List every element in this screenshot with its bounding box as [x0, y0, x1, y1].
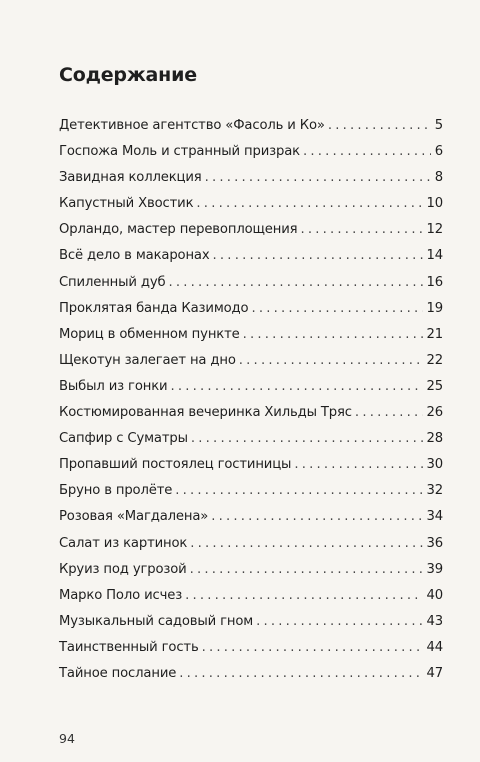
toc-entry — [59, 588, 443, 614]
toc-entry-page: 25 — [426, 378, 443, 394]
toc-entry — [59, 196, 443, 222]
toc-leader-dots — [328, 118, 431, 133]
toc-leader-dots — [205, 170, 431, 185]
toc-leader-dots — [190, 536, 422, 551]
toc-leader-dots — [175, 483, 422, 498]
toc-entry-title: Бруно в пролёте — [59, 483, 173, 499]
toc-entry-title: Капустный Хвостик — [59, 196, 194, 212]
toc-entry — [59, 666, 443, 692]
toc-leader-dots — [256, 614, 422, 629]
toc-entry-title: Круиз под угрозой — [59, 561, 187, 577]
toc-entry-title: Проклятая банда Казимодо — [59, 300, 249, 316]
toc-leader-dots — [303, 144, 431, 159]
toc-entry-title: Орландо, мастер перевоплощения — [59, 222, 298, 238]
toc-entry-title: Сапфир с Суматры — [59, 431, 188, 447]
toc-leader-dots — [185, 588, 422, 603]
toc-entry-title: Выбыл из гонки — [59, 378, 168, 394]
toc-entry-title: Всё дело в макаронах — [59, 248, 210, 264]
toc-leader-dots — [190, 562, 423, 577]
toc-entry-title: Мориц в обменном пункте — [59, 326, 240, 342]
toc-leader-dots — [196, 196, 422, 211]
toc-entry — [59, 483, 443, 509]
toc-entry-page: 28 — [426, 431, 443, 447]
toc-leader-dots — [243, 327, 423, 342]
toc-entry-title: Розовая «Магдалена» — [59, 509, 209, 525]
toc-entry-title: Госпожа Моль и странный призрак — [59, 144, 300, 160]
toc-leader-dots — [294, 457, 422, 472]
toc-leader-dots — [213, 248, 423, 263]
toc-entry-page: 6 — [434, 144, 443, 160]
toc-entry-title: Пропавший постоялец гостиницы — [59, 457, 292, 473]
toc-entry-title: Музыкальный садовый гном — [59, 613, 254, 629]
toc-entry-title: Завидная коллекция — [59, 170, 202, 186]
toc-entry — [59, 327, 443, 353]
toc-entry-title: Детективное агентство «Фасоль и Ко» — [59, 118, 325, 133]
page-title: Содержание — [59, 64, 197, 86]
toc-entry — [59, 614, 443, 640]
toc-entry-page: 8 — [434, 170, 443, 186]
toc-entry-title: Щекотун залегает на дно — [59, 352, 236, 368]
toc-leader-dots — [355, 405, 423, 420]
toc-entry — [59, 536, 443, 562]
toc-entry — [59, 509, 443, 535]
toc-entry-title: Марко Поло исчез — [59, 587, 183, 603]
toc-entry — [59, 431, 443, 457]
table-of-contents — [59, 118, 443, 692]
toc-entry-page: 26 — [426, 405, 443, 421]
toc-entry-title: Костюмированная вечеринка Хильды Тряс — [59, 405, 352, 421]
toc-entry-page: 36 — [426, 535, 443, 551]
toc-entry-page: 12 — [426, 222, 443, 238]
toc-entry — [59, 275, 443, 301]
toc-leader-dots — [211, 509, 422, 524]
toc-entry-page: 47 — [426, 665, 443, 681]
toc-entry-title: Тайное послание — [59, 665, 177, 681]
toc-leader-dots — [202, 640, 423, 655]
page-number: 94 — [59, 731, 75, 746]
toc-entry-page: 32 — [426, 483, 443, 499]
toc-leader-dots — [191, 431, 423, 446]
toc-entry-title: Таинственный гость — [59, 639, 199, 655]
toc-entry-page: 5 — [434, 118, 443, 133]
toc-entry-page: 16 — [426, 274, 443, 290]
toc-entry — [59, 640, 443, 666]
toc-entry — [59, 248, 443, 274]
toc-entry — [59, 353, 443, 379]
toc-entry-page: 19 — [426, 300, 443, 316]
toc-leader-dots — [251, 301, 422, 316]
toc-entry-page: 30 — [426, 457, 443, 473]
toc-entry-page: 39 — [426, 561, 443, 577]
toc-entry — [59, 562, 443, 588]
toc-entry — [59, 170, 443, 196]
toc-entry-page: 21 — [426, 326, 443, 342]
toc-entry — [59, 144, 443, 170]
toc-entry-page: 22 — [426, 352, 443, 368]
toc-entry-page: 43 — [426, 613, 443, 629]
toc-entry — [59, 379, 443, 405]
toc-entry — [59, 301, 443, 327]
toc-entry-page: 10 — [426, 196, 443, 212]
toc-entry-page: 40 — [426, 587, 443, 603]
toc-entry-title: Салат из картинок — [59, 535, 188, 551]
toc-leader-dots — [239, 353, 423, 368]
toc-entry-page: 34 — [426, 509, 443, 525]
toc-leader-dots — [168, 275, 422, 290]
toc-leader-dots — [170, 379, 422, 394]
toc-entry-page: 44 — [426, 639, 443, 655]
toc-entry — [59, 405, 443, 431]
toc-entry — [59, 457, 443, 483]
toc-entry — [59, 118, 443, 144]
toc-entry — [59, 222, 443, 248]
toc-leader-dots — [300, 222, 422, 237]
toc-entry-page: 14 — [426, 248, 443, 264]
toc-leader-dots — [179, 666, 422, 681]
toc-entry-title: Спиленный дуб — [59, 274, 166, 290]
